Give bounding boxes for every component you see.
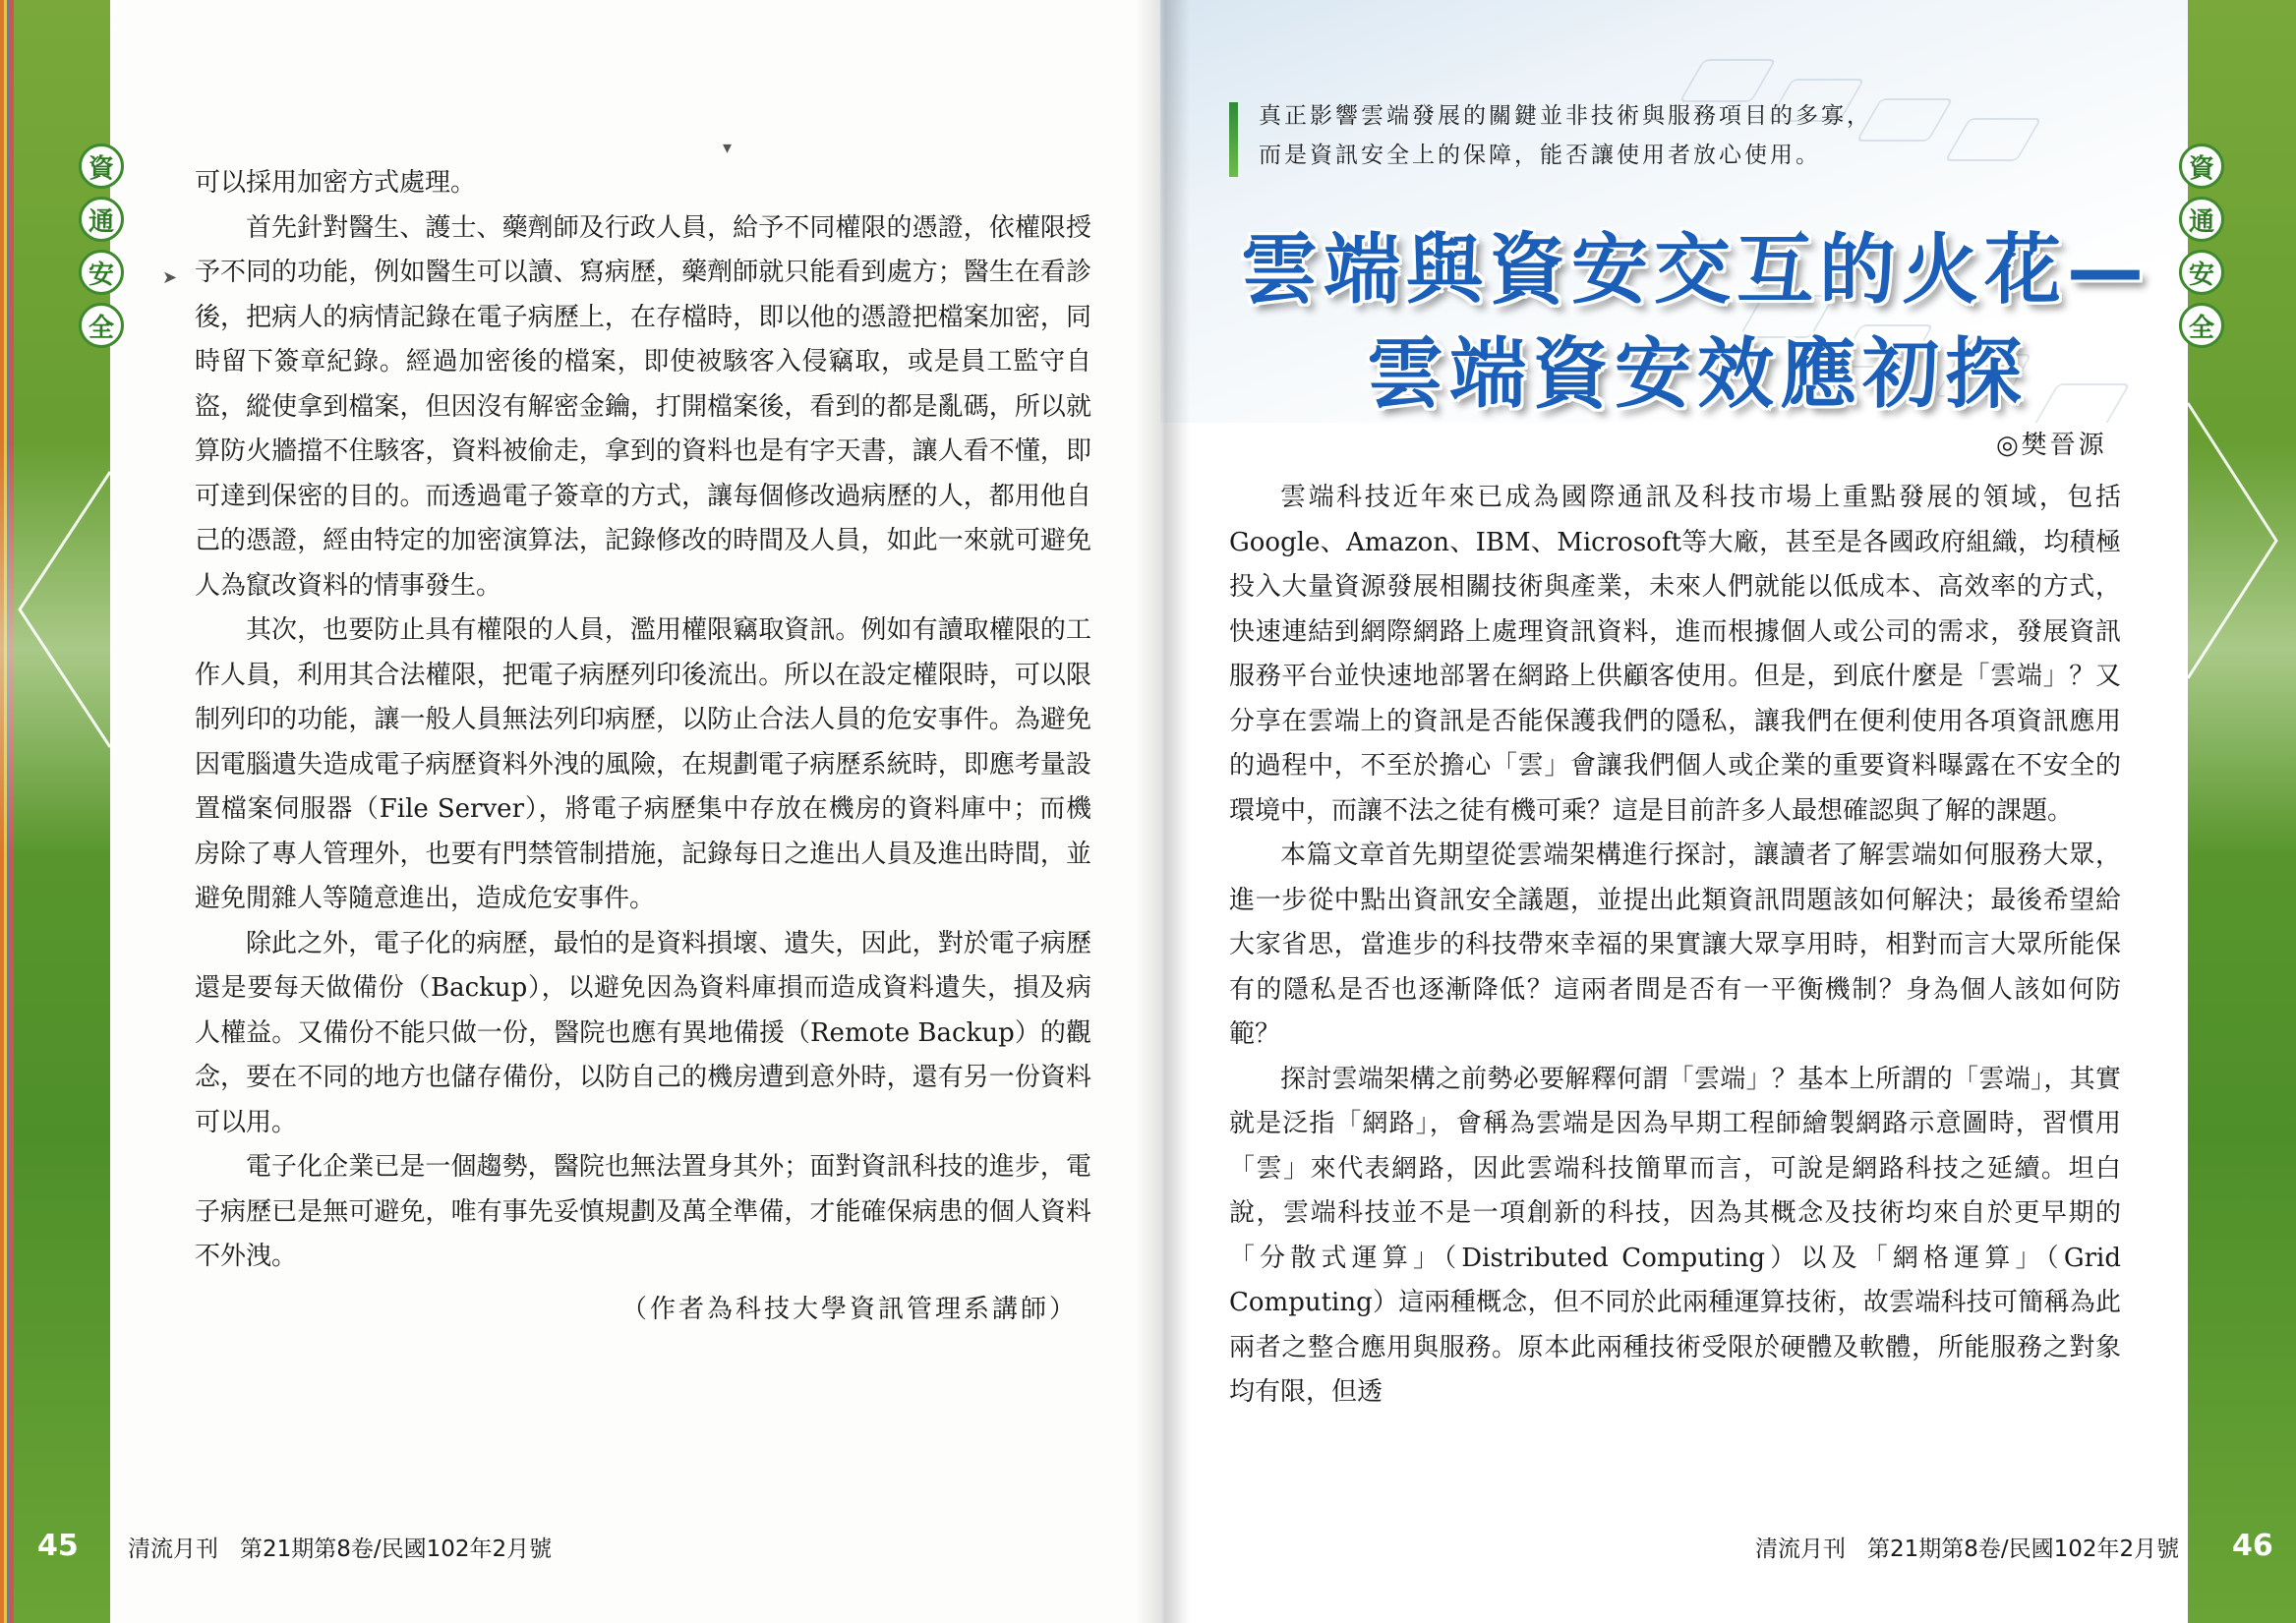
key-shape bbox=[2032, 383, 2130, 423]
author-note: （作者為科技大學資訊管理系講師） bbox=[620, 1294, 1078, 1324]
print-speck: ▾ bbox=[723, 138, 733, 158]
lead-line: 真正影響雲端發展的關鍵並非技術與服務項目的多寡， bbox=[1259, 103, 1872, 129]
paragraph: 雲端科技近年來已成為國際通訊及科技市場上重點發展的領域，包括Google、Amazon、IBM、Microsoft等大廠，甚至是各國政府組織，均積極投入大量資源發展相關技術與產業，未來人們就能以低成本、高效率的方式，快速連結到網際網路上處理資訊資料，進而根據個人或公司的需求，發展資訊服務平台並快速地部署在網路上供顧客使用。但是，到底什麼是「雲端」？又分享在雲端上的資訊是否能保護我們的隱私，讓我們在便利使用各項資訊應用的過程中，不至於擔心「雲」會讓我們個人或企業的重要資料曝露在不安全的環境中，而讓不法之徒有機可乘？這是目前許多人最想確認與了解的課題。 bbox=[1229, 483, 2121, 826]
chevron-decoration bbox=[2188, 393, 2296, 688]
book-gutter bbox=[1136, 0, 1190, 1623]
magazine-name: 清流月刊 bbox=[1755, 1536, 1846, 1562]
article-title-line-2: 雲端資安效應初探 bbox=[1367, 330, 2029, 419]
section-badges-left bbox=[79, 144, 124, 348]
key-shape bbox=[1944, 118, 2041, 161]
byline: ◎樊晉源 bbox=[1996, 431, 2107, 460]
issue-info: 第21期第8卷/民國102年2月號 bbox=[1867, 1536, 2180, 1562]
right-body-text bbox=[1229, 476, 2121, 1416]
lead-accent-bar bbox=[1229, 102, 1238, 177]
paragraph: 除此之外，電子化的病歷，最怕的是資料損壞、遺失，因此，對於電子病歷還是要每天做備份（Backup），以避免因為資料庫損而造成資料遺失，損及病人權益。又備份不能只做一份，醫院也應有異地備援（Remote Backup）的觀念，要在不同的地方也儲存備份，以防自己的機房遭到意外時，還有另一份資料可以用。 bbox=[195, 928, 1091, 1137]
chevron-decoration bbox=[0, 462, 110, 757]
paragraph: 可以採用加密方式處理。 bbox=[195, 168, 477, 198]
paragraph: 探討雲端架構之前勢必要解釋何謂「雲端」？基本上所謂的「雲端」，其實就是泛指「網路」，會稱為雲端是因為早期工程師繪製網路示意圖時，習慣用「雲」來代表網路，因此雲端科技簡單而言，可說是網路科技之延續。坦白說，雲端科技並不是一項創新的科技，因為其概念及技術均來自於更早期的「分散式運算」（Distributed Computing）以及「網格運算」（Grid Computing）這兩種概念，但不同於此兩種運算技術，故雲端科技可簡稱為此兩者之整合應用與服務。原本此兩種技術受限於硬體及軟體，所能服務之對象均有限，但透 bbox=[1229, 1064, 2121, 1407]
section-badge: 全 bbox=[79, 303, 124, 348]
section-badge: 全 bbox=[2179, 303, 2224, 348]
page-number: 46 bbox=[2232, 1529, 2273, 1563]
paragraph: 本篇文章首先期望從雲端架構進行探討，讓讀者了解雲端如何服務大眾，進一步從中點出資訊安全議題，並提出此類資訊問題該如何解決；最後希望給大家省思，當進步的科技帶來幸福的果實讓大眾享用時，相對而言大眾所能保有的隱私是否也逐漸降低？這兩者間是否有一平衡機制？身為個人該如何防範？ bbox=[1229, 840, 2121, 1049]
section-badge: 通 bbox=[79, 197, 124, 242]
lead-line: 而是資訊安全上的保障，能否讓使用者放心使用。 bbox=[1259, 143, 1821, 168]
page-number: 45 bbox=[37, 1529, 79, 1563]
magazine-name: 清流月刊 bbox=[128, 1536, 218, 1562]
article-title-line-1: 雲端與資安交互的火花— bbox=[1241, 226, 2150, 315]
left-body-text bbox=[195, 161, 1091, 1332]
folio-right bbox=[1755, 1531, 2179, 1563]
paragraph: 首先針對醫生、護士、藥劑師及行政人員，給予不同權限的憑證，依權限授予不同的功能，例如醫生可以讀、寫病歷，藥劑師就只能看到處方；醫生在看診後，把病人的病情記錄在電子病歷上，在存檔時，即以他的憑證把檔案加密，同時留下簽章紀錄。經過加密後的檔案，即使被駭客入侵竊取，或是員工監守自盜，縱使拿到檔案，但因沒有解密金鑰，打開檔案後，看到的都是亂碼，所以就算防火牆擋不住駭客，資料被偷走，拿到的資料也是有字天書，讓人看不懂，即可達到保密的目的。而透過電子簽章的方式，讓每個修改過病歷的人，都用他自己的憑證，經由特定的加密演算法，記錄修改的時間及人員，如此一來就可避免人為竄改資料的情事發生。 bbox=[195, 212, 1091, 601]
folio-left bbox=[128, 1531, 552, 1563]
section-badge: 通 bbox=[2179, 197, 2224, 242]
section-badge: 資 bbox=[79, 144, 124, 189]
section-badges-right bbox=[2179, 144, 2224, 348]
paragraph: 電子化企業已是一個趨勢，醫院也無法置身其外；面對資訊科技的進步，電子病歷已是無可避免，唯有事先妥慎規劃及萬全準備，才能確保病患的個人資料不外洩。 bbox=[195, 1152, 1091, 1271]
section-badge: 安 bbox=[79, 250, 124, 295]
section-badge: 資 bbox=[2179, 144, 2224, 189]
lead-quote bbox=[1229, 96, 1872, 175]
print-speck: ➤ bbox=[162, 267, 178, 288]
section-badge: 安 bbox=[2179, 250, 2224, 295]
issue-info: 第21期第8卷/民國102年2月號 bbox=[240, 1536, 553, 1562]
paragraph: 其次，也要防止具有權限的人員，濫用權限竊取資訊。例如有讀取權限的工作人員，利用其合法權限，把電子病歷列印後流出。所以在設定權限時，可以限制列印的功能，讓一般人員無法列印病歷，以防止合法人員的危安事件。為避免因電腦遺失造成電子病歷資料外洩的風險，在規劃電子病歷系統時，即應考量設置檔案伺服器（File Server），將電子病歷集中存放在機房的資料庫中；而機房除了專人管理外，也要有門禁管制措施，記錄每日之進出人員及進出時間，並避免閒雜人等隨意進出，造成危安事件。 bbox=[195, 615, 1091, 913]
